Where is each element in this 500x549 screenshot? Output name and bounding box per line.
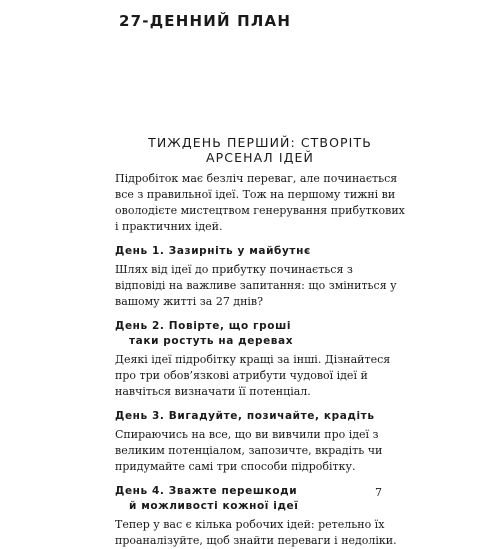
day-2-heading: [115, 319, 405, 349]
day-1-title: День 1. Зазирніть у майбутнє: [115, 245, 311, 257]
day-3-title: День 3. Вигадуйте, позичайте, крадіть: [115, 410, 375, 422]
running-header: 27-ДЕННИЙ ПЛАН: [119, 12, 292, 30]
day-2-title: День 2. Повірте, що гроші: [115, 320, 292, 332]
day-4-heading: [115, 484, 405, 514]
day-4-text: Тепер у вас є кілька робочих ідей: ретельно їх проаналізуйте, щоб знайти переваги і недоліки.: [115, 518, 397, 547]
day-1-heading: [115, 244, 405, 259]
day-3-heading: [115, 409, 405, 424]
day-4-title-continued: й можливості кожної ідеї: [129, 500, 299, 512]
day-3-text: Спираючись на все, що ви вивчили про ідеї з великим потенціалом, запозичте, вкрадіть чи придумайте самі три способи підробітку.: [115, 428, 383, 473]
page-body: [115, 135, 405, 549]
day-1-text: Шлях від ідеї до прибутку починається з відповіді на важливе запитання: що зміниться у вашому житті за 27 днів?: [115, 263, 397, 308]
day-2-text: Деякі ідеї підробітку кращі за інші. Дізнайтеся про три обов’язкові атрибути чудової ідеї й навчіться визначати її потенціал.: [115, 353, 391, 398]
day-2-title-continued: таки ростуть на деревах: [129, 335, 294, 347]
day-4-title: День 4. Зважте перешкоди: [115, 485, 298, 497]
week-intro: Підробіток має безліч переваг, але починається все з правильної ідеї. Тож на першому тижні ви оволодієте мистецтвом генерування прибуткових і практичних ідей.: [115, 172, 405, 233]
page-number: 7: [375, 486, 382, 499]
week-title: ТИЖДЕНЬ ПЕРШИЙ: СТВОРІТЬ АРСЕНАЛ ІДЕЙ: [148, 135, 372, 165]
